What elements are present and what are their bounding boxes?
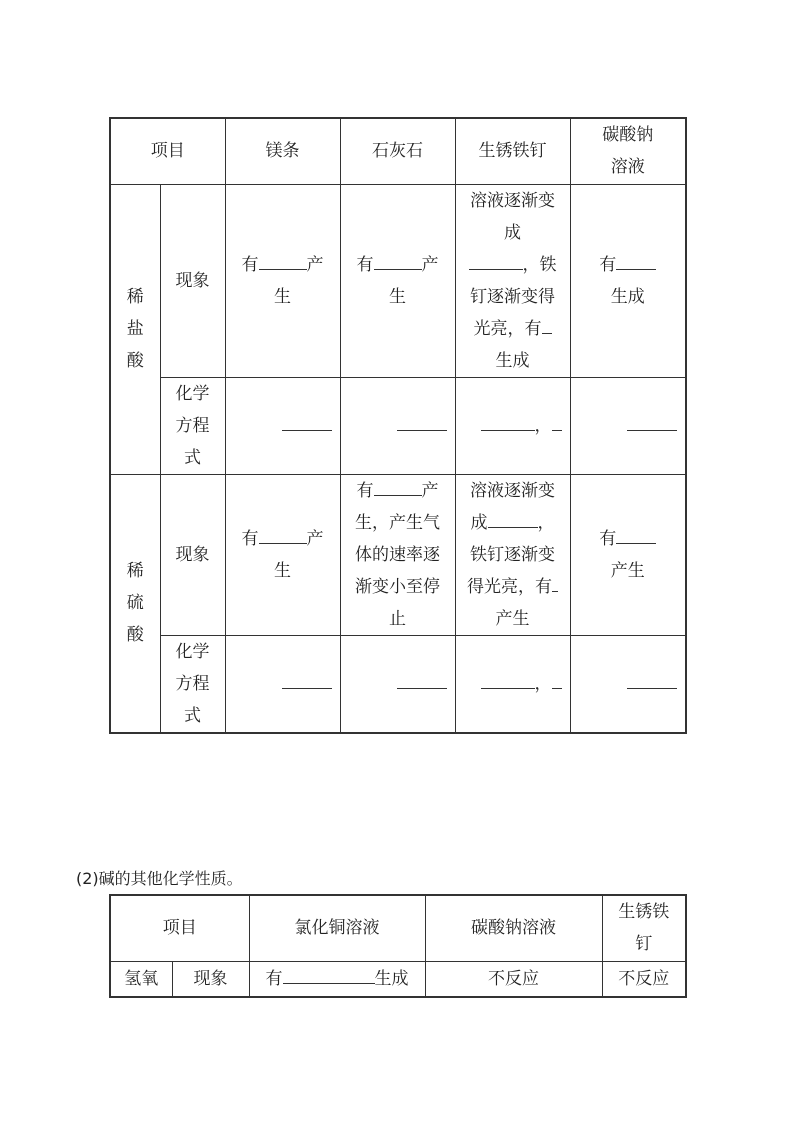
- na2co3-phenomenon: 不反应: [425, 961, 602, 997]
- answer-blank[interactable]: [259, 529, 307, 544]
- answer-blank[interactable]: [469, 255, 523, 270]
- answer-blank[interactable]: [627, 674, 677, 689]
- answer-blank[interactable]: [552, 416, 562, 431]
- phenomenon-label: 现象: [160, 474, 225, 635]
- header-sodium-carbonate: 碳酸钠 溶液: [570, 118, 686, 184]
- hcl-na2co3-equation: [570, 377, 686, 474]
- header-item: 项目: [110, 118, 225, 184]
- header-copper-chloride: 氯化铜溶液: [249, 895, 425, 961]
- hcl-caco3-phenomenon: 有 产 生: [340, 184, 455, 377]
- cucl2-phenomenon: 有 生成: [249, 961, 425, 997]
- h2so4-mg-phenomenon: 有 产 生: [225, 474, 340, 635]
- answer-blank[interactable]: [481, 674, 535, 689]
- rust-phenomenon: 不反应: [602, 961, 686, 997]
- equation-label: 化学 方程 式: [160, 377, 225, 474]
- hcl-rust-equation: ，: [455, 377, 570, 474]
- hcl-rust-phenomenon: 溶液逐渐变 成 ，铁 钉逐渐变得 光亮，有 生成: [455, 184, 570, 377]
- acid-properties-table: [109, 117, 687, 734]
- header-sodium-carbonate: 碳酸钠溶液: [425, 895, 602, 961]
- equation-label: 化学 方程 式: [160, 635, 225, 733]
- header-magnesium: 镁条: [225, 118, 340, 184]
- header-rusty-nail: 生锈铁钉: [455, 118, 570, 184]
- h2so4-mg-equation: [225, 635, 340, 733]
- base-name: 氢氧: [110, 961, 172, 997]
- answer-blank[interactable]: [488, 513, 538, 528]
- hcl-caco3-equation: [340, 377, 455, 474]
- answer-blank[interactable]: [481, 416, 535, 431]
- hcl-na2co3-phenomenon: 有 生成: [570, 184, 686, 377]
- h2so4-na2co3-equation: [570, 635, 686, 733]
- answer-blank[interactable]: [616, 529, 656, 544]
- answer-blank[interactable]: [397, 416, 447, 431]
- answer-blank[interactable]: [282, 416, 332, 431]
- answer-blank[interactable]: [552, 577, 558, 592]
- acid-name-h2so4: 稀 硫 酸: [110, 474, 160, 733]
- base-properties-table: [109, 894, 687, 998]
- h2so4-rust-equation: ，: [455, 635, 570, 733]
- answer-blank[interactable]: [552, 674, 562, 689]
- section-title: (2)碱的其他化学性质。: [76, 869, 243, 888]
- phenomenon-label: 现象: [160, 184, 225, 377]
- answer-blank[interactable]: [542, 319, 552, 334]
- header-limestone: 石灰石: [340, 118, 455, 184]
- hcl-mg-equation: [225, 377, 340, 474]
- answer-blank[interactable]: [397, 674, 447, 689]
- hcl-mg-phenomenon: 有 产 生: [225, 184, 340, 377]
- answer-blank[interactable]: [282, 674, 332, 689]
- header-rusty-nail: 生锈铁 钉: [602, 895, 686, 961]
- answer-blank[interactable]: [627, 416, 677, 431]
- answer-blank[interactable]: [259, 255, 307, 270]
- h2so4-caco3-equation: [340, 635, 455, 733]
- answer-blank[interactable]: [374, 481, 422, 496]
- answer-blank[interactable]: [374, 255, 422, 270]
- h2so4-rust-phenomenon: 溶液逐渐变 成 ， 铁钉逐渐变 得光亮，有 产生: [455, 474, 570, 635]
- h2so4-na2co3-phenomenon: 有 产生: [570, 474, 686, 635]
- phenomenon-label: 现象: [172, 961, 249, 997]
- h2so4-caco3-phenomenon: 有 产 生，产生气 体的速率逐 渐变小至停 止: [340, 474, 455, 635]
- answer-blank[interactable]: [616, 255, 656, 270]
- answer-blank[interactable]: [283, 969, 375, 984]
- acid-name-hcl: 稀 盐 酸: [110, 184, 160, 474]
- header-item: 项目: [110, 895, 249, 961]
